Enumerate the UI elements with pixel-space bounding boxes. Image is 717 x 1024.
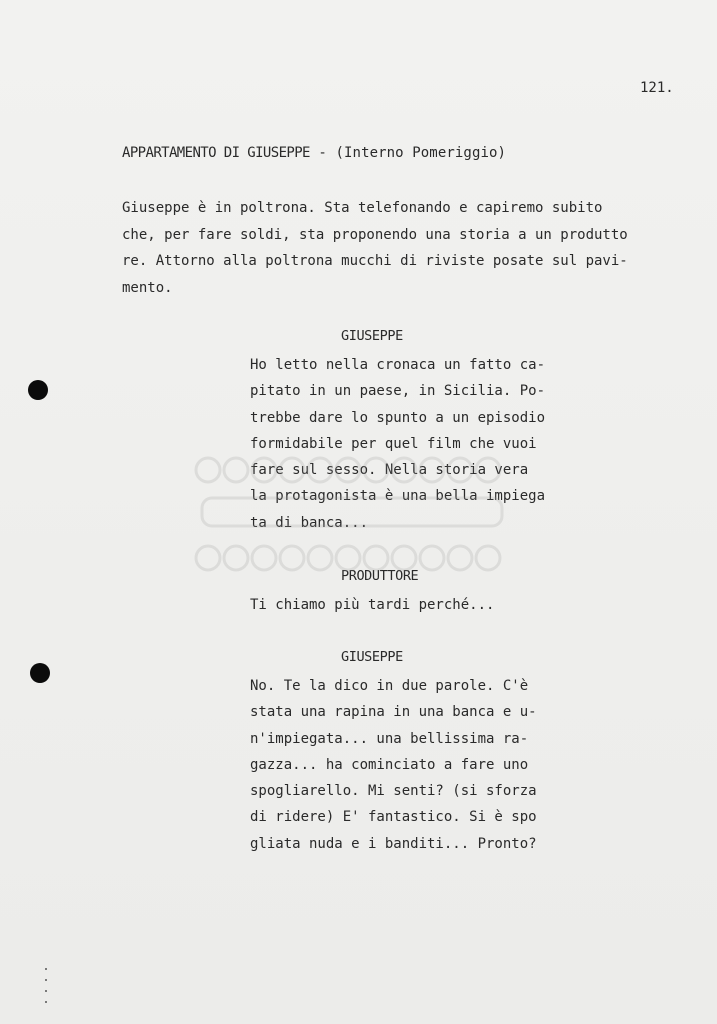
dialogue-line: la protagonista è una bella impiega [250, 488, 546, 505]
action-line: re. Attorno alla poltrona mucchi di riviste posate sul pavi- [122, 253, 628, 269]
action-line: Giuseppe è in poltrona. Sta telefonando e capiremo subito [122, 200, 603, 216]
action-line: mento. [122, 279, 173, 296]
page-number: 121. [640, 80, 674, 96]
dialogue-line: ta di banca... [250, 514, 369, 531]
dialogue-line: pitato in un paese, in Sicilia. Po- [250, 383, 546, 400]
dialogue-line: stata una rapina in una banca e u- [250, 704, 537, 721]
watermark-graphic [188, 450, 518, 580]
dialogue-line: gliata nuda e i banditi... Pronto? [250, 835, 537, 852]
edge-marks [44, 968, 50, 1008]
dialogue-block [250, 673, 590, 857]
dialogue-line: di ridere) E' fantastico. Si è spo [250, 809, 537, 826]
dialogue-line: No. Te la dico in due parole. C'è [250, 678, 529, 694]
character-name-giuseppe: GIUSEPPE [341, 328, 403, 344]
dialogue-line: gazza... ha cominciato a fare uno [250, 756, 529, 773]
dialogue-line: spogliarello. Mi senti? (si sforza [250, 783, 537, 800]
punch-hole [28, 380, 48, 400]
scene-heading-title: APPARTAMENTO DI GIUSEPPE [122, 145, 310, 161]
character-name-produttore: PRODUTTORE [341, 568, 419, 584]
action-line: che, per fare soldi, sta proponendo una storia a un produtto [122, 226, 628, 243]
scene-heading-note: (Interno Pomeriggio) [335, 145, 507, 161]
action-paragraph [122, 195, 682, 301]
dialogue-line: fare sul sesso. Nella storia vera [250, 462, 529, 479]
dialogue-block [250, 592, 590, 618]
dialogue-line: Ho letto nella cronaca un fatto ca- [250, 357, 546, 373]
dialogue-line: Ti chiamo più tardi perché... [250, 597, 495, 613]
dialogue-line: n'impiegata... una bellissima ra- [250, 730, 529, 747]
character-name-giuseppe: GIUSEPPE [341, 649, 403, 665]
dialogue-line: formidabile per quel film che vuoi [250, 435, 537, 452]
scene-heading [122, 145, 506, 161]
dialogue-line: trebbe dare lo spunto a un episodio [250, 409, 546, 426]
punch-hole [30, 663, 50, 683]
scene-heading-separator: - [318, 145, 327, 161]
